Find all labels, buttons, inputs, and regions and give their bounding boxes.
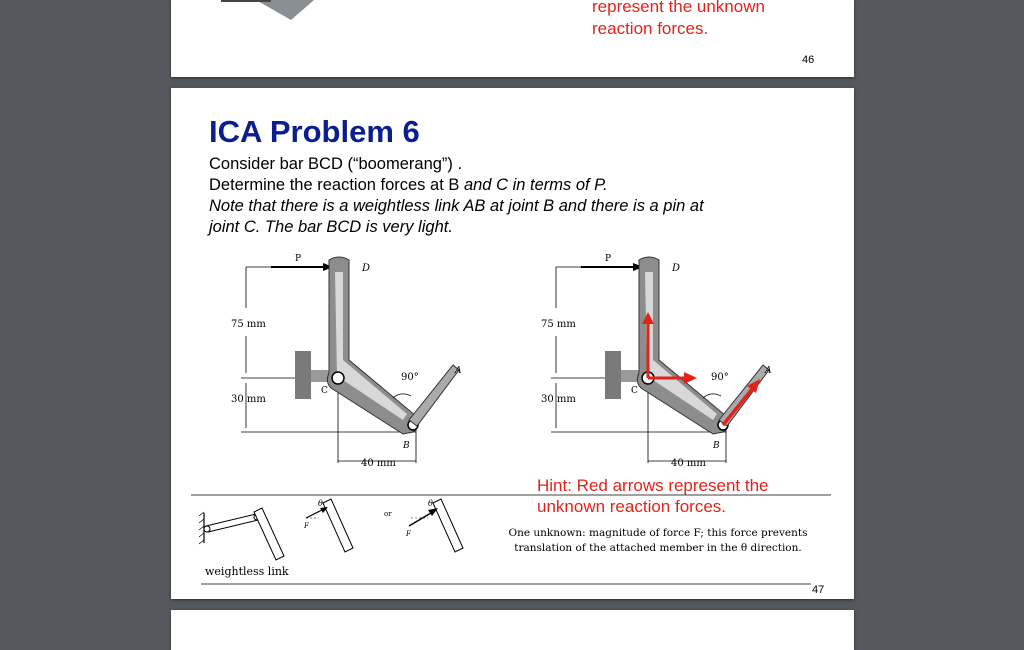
label-b-left: B	[403, 441, 410, 451]
dim-40-left: 40 mm	[361, 458, 396, 468]
angle-arc-right	[703, 394, 721, 398]
previous-page-number: 46	[802, 54, 815, 66]
angle-90-left: 90°	[401, 372, 419, 383]
dim-30-right: 30 mm	[541, 394, 576, 405]
dim-40-right: 40 mm	[671, 458, 706, 468]
current-slide	[171, 88, 854, 599]
or-label: or	[384, 510, 392, 518]
previous-text-line2: reaction forces.	[592, 19, 709, 38]
label-c-left: C	[321, 386, 328, 396]
weightless-link-figure	[196, 498, 496, 568]
statement-line2	[209, 175, 829, 196]
statement-line2-italic: and C in terms of P.	[463, 176, 608, 194]
page-number: 47	[812, 584, 825, 596]
theta-label-2: θ	[428, 499, 433, 508]
label-d-right: D	[672, 263, 681, 274]
statement-line3: Note that there is a weightless link AB at joint B and there is a pin at	[209, 197, 704, 215]
weightless-link-caption: weightless link	[205, 565, 289, 578]
next-slide	[171, 610, 854, 650]
unknown-line1: One unknown: magnitude of force F; this force prevents	[508, 527, 808, 539]
previous-slide	[171, 0, 854, 77]
hint-line2: unknown reaction forces.	[537, 497, 726, 516]
angle-90-right: 90°	[711, 372, 729, 383]
slide-title: ICA Problem 6	[209, 114, 420, 149]
label-p-right: P	[605, 254, 612, 264]
unknown-line2: translation of the attached member in the θ direction.	[514, 542, 802, 554]
wall-support-left	[295, 351, 311, 399]
label-c-right: C	[631, 386, 638, 396]
dim-30-left: 30 mm	[231, 394, 266, 405]
boomerang-figure-right	[531, 248, 811, 468]
one-unknown-note	[498, 526, 818, 556]
wall-support-right	[605, 351, 621, 399]
reaction-arrow-b-link	[723, 379, 760, 425]
pin-c-left	[332, 372, 344, 384]
boomerang-figure-left	[221, 248, 501, 468]
statement-line2-normal: Determine the reaction forces at B	[209, 176, 464, 194]
theta-label-1: θ	[318, 499, 323, 508]
previous-text-line1: represent the unknown	[592, 0, 765, 16]
f-label-2: F	[406, 530, 411, 538]
problem-statement	[209, 154, 829, 238]
dim-75-right: 75 mm	[541, 319, 576, 330]
statement-line4: joint C. The bar BCD is very light.	[209, 218, 453, 236]
angle-arc-left	[393, 394, 411, 398]
label-p-left: P	[295, 254, 302, 264]
p-force-arrow-right	[581, 263, 643, 271]
label-a-right: A	[765, 366, 772, 376]
label-d-left: D	[362, 263, 371, 274]
previous-figure-fragment	[196, 0, 316, 22]
statement-line1: Consider bar BCD (“boomerang”) .	[209, 155, 463, 173]
dim-75-left: 75 mm	[231, 319, 266, 330]
hint-line1: Hint: Red arrows represent the	[537, 476, 769, 495]
label-a-left: A	[455, 366, 462, 376]
f-label-1: F	[304, 522, 309, 530]
label-b-right: B	[713, 441, 720, 451]
p-force-arrow-left	[271, 263, 333, 271]
previous-slide-text	[592, 0, 765, 40]
